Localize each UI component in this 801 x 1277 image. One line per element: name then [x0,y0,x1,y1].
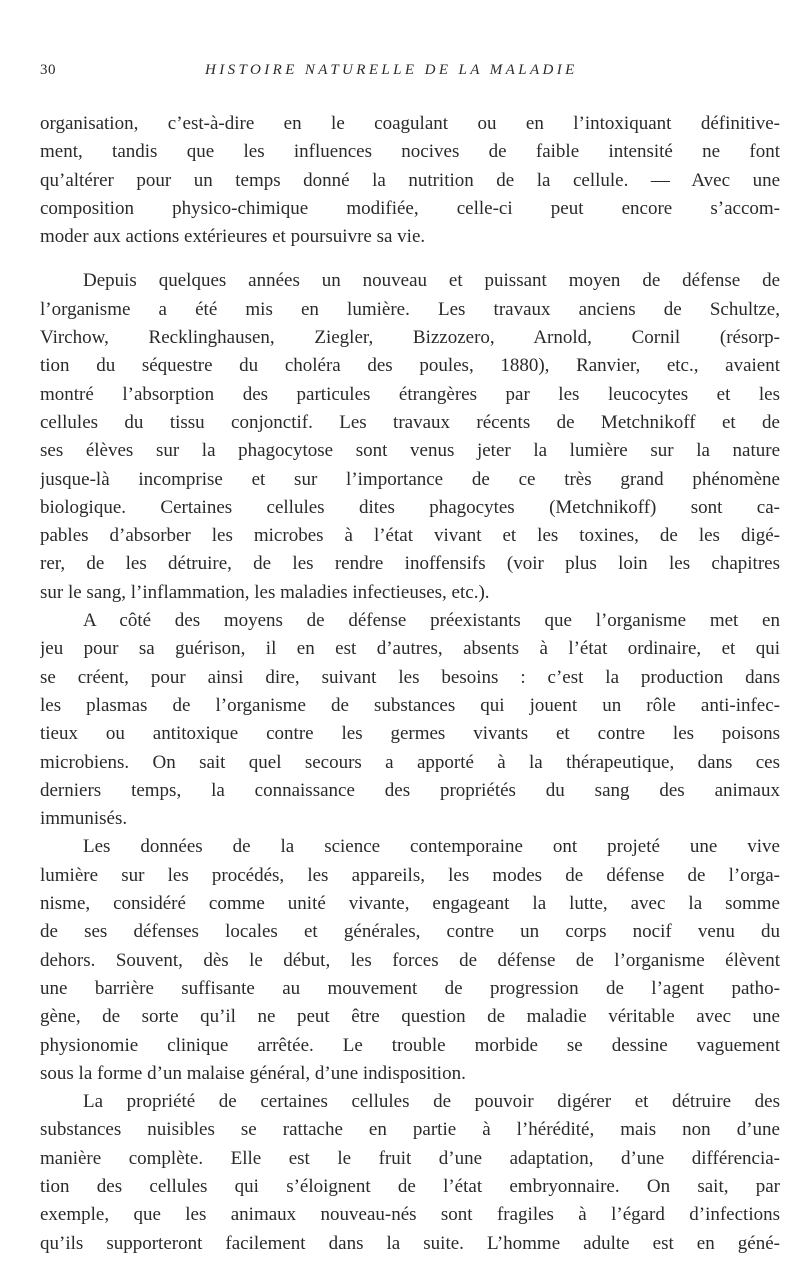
text-line: tieux ou antitoxique contre les germes vivants et contre les poisons [40,723,780,745]
text-line: gène, de sorte qu’il ne peut être question de maladie véritable avec une [40,1006,780,1028]
text-line: organisation, c’est-à-dire en le coagulant ou en l’intoxiquant définitive- [40,113,780,134]
text-line: lumière sur les procédés, les appareils, les modes de défense de l’orga- [40,864,780,886]
text-line: pables d’absorber les microbes à l’état vivant et les toxines, de les digé- [40,525,780,547]
page-number: 30 [40,62,56,78]
text-line: se créent, pour ainsi dire, suivant les besoins : c’est la production dans [40,666,780,688]
paragraph-4 [40,833,780,1088]
text-line: Virchow, Recklinghausen, Ziegler, Bizzozero, Arnold, Cornil (résorp- [40,327,780,349]
text-line: tion du séquestre du choléra des poules, 1880), Ranvier, etc., avaient [40,355,780,377]
text-line: physionomie clinique arrêtée. Le trouble morbide se dessine vaguement [40,1034,780,1056]
text-line: nisme, considéré comme unité vivante, engageant la lutte, avec la somme [40,893,780,915]
text-line: jeu pour sa guérison, il en est d’autres, absents à l’état ordinaire, et qui [40,638,780,660]
text-line: composition physico-chimique modifiée, celle-ci peut encore s’accom- [40,197,780,219]
text-line: les plasmas de l’organisme de substances qui jouent un rôle anti-infec- [40,694,780,716]
paragraph-5 [40,1088,780,1258]
text-line: sur le sang, l’inflammation, les maladies infectieuses, etc.). [40,581,490,603]
text-line: de ses défenses locales et générales, contre un corps nocif venu du [40,921,780,943]
text-line: A côté des moyens de défense préexistants que l’organisme met en [83,610,780,632]
text-line: l’organisme a été mis en lumière. Les travaux anciens de Schultze, [40,298,780,320]
text-line: sous la forme d’un malaise général, d’une indisposition. [40,1062,466,1084]
paragraph-gap [40,251,780,267]
running-head [40,62,780,86]
text-line: tion des cellules qui s’éloignent de l’état embryonnaire. On sait, par [40,1175,780,1197]
text-line: exemple, que les animaux nouveau-nés sont fragiles à l’égard d’infections [40,1204,780,1226]
text-line: montré l’absorption des particules étrangères par les leucocytes et les [40,383,780,405]
paragraph-1 [40,110,780,251]
paragraph-2 [40,267,780,607]
text-line: ses élèves sur la phagocytose sont venus jeter la lumière sur la nature [40,440,780,462]
text-line: rer, de les détruire, de les rendre inoffensifs (voir plus loin les chapitres [40,553,780,575]
text-line: qu’ils supporteront facilement dans la suite. L’homme adulte est en géné- [40,1232,780,1254]
text-line: moder aux actions extérieures et poursuivre sa vie. [40,226,426,248]
text-line: manière complète. Elle est le fruit d’une adaptation, d’une différencia- [40,1147,780,1169]
text-line: La propriété de certaines cellules de pouvoir digérer et détruire des [83,1091,780,1113]
text-line: dehors. Souvent, dès le début, les forces de défense de l’organisme élèvent [40,949,780,971]
paragraph-3 [40,607,780,833]
text-line: microbiens. On sait quel secours a apporté à la thérapeutique, dans ces [40,751,780,773]
text-line: une barrière suffisante au mouvement de progression de l’agent patho- [40,977,780,999]
text-line: cellules du tissu conjonctif. Les travaux récents de Metchnikoff et de [40,411,780,433]
text-line: immunisés. [40,808,128,830]
text-line: qu’altérer pour un temps donné la nutrition de la cellule. — Avec une [40,169,780,191]
text-line: derniers temps, la connaissance des propriétés du sang des animaux [40,779,780,801]
text-line: ment, tandis que les influences nocives de faible intensité ne font [40,141,780,163]
body-text [40,110,780,1258]
text-line: biologique. Certaines cellules dites phagocytes (Metchnikoff) sont ca- [40,496,780,518]
text-line: substances nuisibles se rattache en partie à l’hérédité, mais non d’une [40,1119,780,1141]
running-title: HISTOIRE NATURELLE DE LA MALADIE [205,62,578,78]
text-line: jusque-là incomprise et sur l’importance de ce très grand phénomène [40,468,780,490]
text-line: Les données de la science contemporaine ont projeté une vive [83,836,780,858]
text-line: Depuis quelques années un nouveau et puissant moyen de défense de [83,270,780,292]
